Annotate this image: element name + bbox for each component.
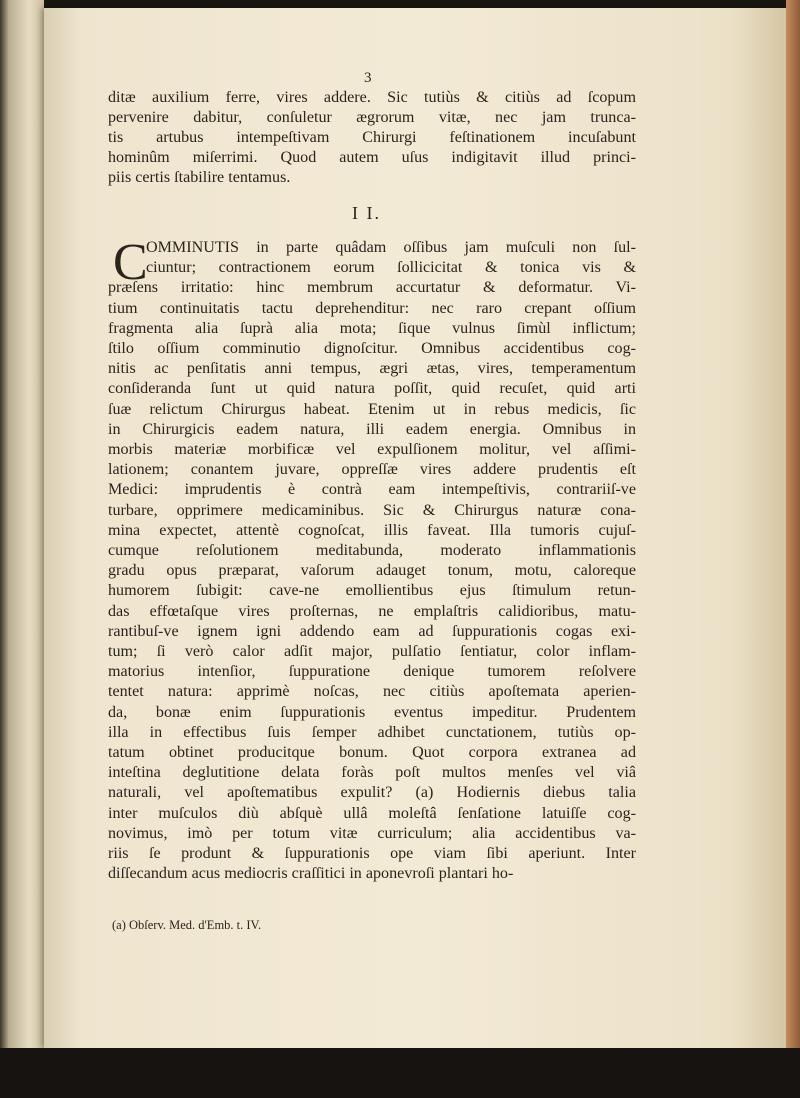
text-line: præſens irritatio: hinc membrum accurtatur & deformatur. Vi- bbox=[108, 279, 636, 297]
text-line: lationem; conantem juvare, oppreſſæ vires addere prudentis eſt bbox=[108, 461, 636, 479]
text-line: fragmenta alia ſuprà alia mota; ſique vulnus ſimùl inflictum; bbox=[108, 319, 636, 337]
text-line: in Chirurgicis eadem natura, illi eadem energia. Omnibus in bbox=[108, 420, 636, 438]
text-line: cumque reſolutionem meditabunda, moderato inflammationis bbox=[108, 542, 636, 560]
text-line: morbis materiæ morbificæ vel expulſionem molitur, vel aſſimi- bbox=[108, 441, 636, 459]
paragraph-2 bbox=[108, 234, 636, 885]
paragraph-1 bbox=[108, 88, 636, 188]
text-line: da, bonæ enim ſuppurationis eventus impeditur. Prudentem bbox=[108, 703, 636, 721]
text-line: humorem ſubigit: cave-ne emollientibus ejus ſtimulum retun- bbox=[108, 582, 636, 600]
text-line: hominûm miſerrimi. Quod autem uſus indigitavit illud princi- bbox=[108, 149, 636, 167]
scan-background bbox=[0, 1048, 800, 1098]
text-line: piis certis ſtabilire tentamus. bbox=[108, 169, 291, 187]
text-line: naturali, vel apoſtematibus expulit? (a) Hodiernis diebus talia bbox=[108, 784, 636, 802]
section-number: I I. bbox=[352, 203, 381, 223]
book-cover-edge bbox=[786, 0, 800, 1098]
text-line: das effœtaſque vires proſternas, ne emplaſtris calidioribus, matu- bbox=[108, 602, 636, 620]
text-line: illa in effectibus ſuis ſemper adhibet cunctationem, tutiùs op- bbox=[108, 723, 636, 741]
text-line: inteſtina deglutitione delata foràs poſt multos menſes vel viâ bbox=[108, 764, 636, 782]
text-line: nitis ac penſitatis anni tempus, ægri ætas, vires, temperamentum bbox=[108, 360, 636, 378]
text-line: mina expectet, attentè cognoſcat, illis faveat. Illa tumoris cujuſ- bbox=[108, 521, 636, 539]
text-line: turbare, opprimere medicaminibus. Sic & Chirurgus naturæ cona- bbox=[108, 501, 636, 519]
footnote: (a) Obſerv. Med. d'Emb. t. IV. bbox=[112, 918, 262, 932]
text-line: tium continuitatis tactu deprehenditur: nec raro crepant oſſium bbox=[108, 299, 636, 317]
text-line: diſſecandum acus mediocris craſſitici in aponevroſi plantari ho- bbox=[108, 865, 514, 883]
text-line: tentet natura: apprimè noſcas, nec citiùs apoſtemata aperien- bbox=[108, 683, 636, 701]
text-line: OMMINUTIS in parte quâdam oſſibus jam muſculi non ſul- bbox=[146, 239, 636, 256]
text-line: tis artubus intempeſtivam Chirurgi feſtinationem incuſabunt bbox=[108, 129, 636, 147]
text-line: matorius intenſior, ſuppuratione denique tumorem reſolvere bbox=[108, 663, 636, 681]
text-line: conſideranda ſunt ut quid natura poſſit, quid recuſet, quid arti bbox=[108, 380, 636, 398]
drop-cap: C bbox=[113, 234, 148, 291]
text-line: ciuntur; contractionem eorum ſollicicitat & tonica vis & bbox=[146, 259, 636, 277]
text-line: ſtilo oſſium comminutio dignoſcitur. Omnibus accidentibus cog- bbox=[108, 340, 636, 358]
text-line: novimus, imò per totum vitæ curriculum; alia accidentibus va- bbox=[108, 824, 636, 842]
text-line: ſuæ relictum Chirurgus habeat. Etenim ut in rebus medicis, ſic bbox=[108, 400, 636, 418]
text-line: gradu opus præparat, vaſorum adauget tonum, motu, caloreque bbox=[108, 562, 636, 580]
text-line: inter muſculos diù abſquè ullâ moleſtâ ſenſatione latuiſſe cog- bbox=[108, 804, 636, 822]
text-line: pervenire dabitur, conſuletur ægrorum vitæ, nec jam trunca- bbox=[108, 109, 636, 127]
page-number: 3 bbox=[364, 70, 372, 86]
text-line: ditæ auxilium ferre, vires addere. Sic tutiùs & citiùs ad ſcopum bbox=[108, 89, 636, 106]
left-page-edge bbox=[0, 0, 44, 1098]
text-line: Medici: imprudentis è contrà eam intempeſtivis, contrariiſ-ve bbox=[108, 481, 636, 499]
text-line: riis ſe produnt & ſuppurationis ope viam ſibi aperiunt. Inter bbox=[108, 845, 636, 863]
text-line: tatum obtinet producitque bonum. Quot corpora extranea ad bbox=[108, 744, 636, 762]
text-line: rantibuſ-ve ignem igni addendo eam ad ſuppurationis cogas exi- bbox=[108, 622, 636, 640]
text-line: tum; ſi verò calor adſit major, pulſatio ſentiatur, color inflam- bbox=[108, 643, 636, 661]
